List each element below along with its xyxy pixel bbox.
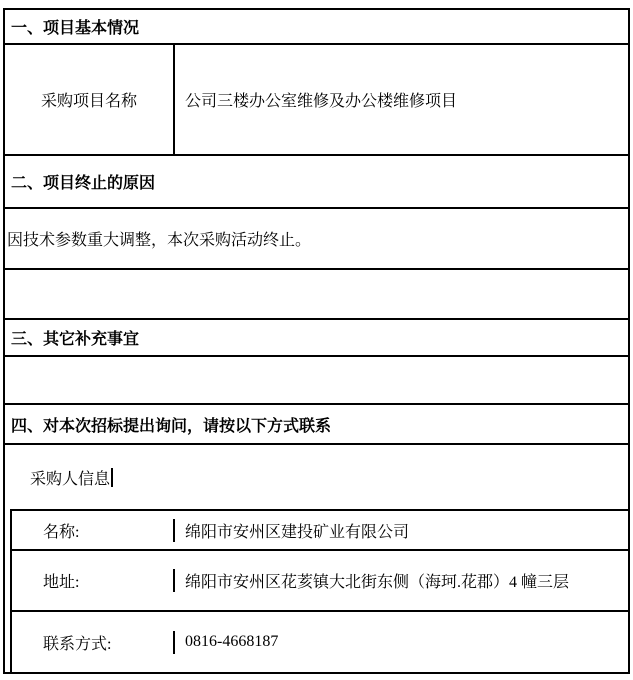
- purchaser-name-value-cell: [175, 519, 628, 542]
- purchaser-contact-value: 0816-4668187: [185, 633, 279, 650]
- text-cursor: [111, 468, 113, 487]
- section-contact-header-row: [5, 405, 628, 445]
- purchaser-name-label: 名称:: [43, 523, 80, 541]
- termination-reason-text: 因技术参数重大调整，本次采购活动终止。: [7, 232, 312, 249]
- section-supplementary-title: 三、其它补充事宜: [11, 329, 140, 348]
- section-supplementary-header-row: [5, 320, 628, 357]
- project-name-value: 公司三楼办公室维修及办公楼维修项目: [185, 93, 458, 110]
- termination-reason-row: [5, 209, 628, 270]
- purchaser-address-label-cell: [12, 569, 175, 592]
- purchaser-address-value: 绵阳市安州区花荄镇大北街东侧（海珂.花郡）4 幢三层: [185, 574, 570, 591]
- purchaser-info-cell[interactable]: [5, 445, 628, 509]
- purchaser-contact-label: 联系方式:: [43, 635, 112, 653]
- purchaser-address-value-cell: [175, 569, 628, 592]
- purchaser-contact-value-cell: [175, 633, 628, 651]
- section-basic-info-header-row: [5, 10, 628, 45]
- section-basic-info-title: 一、项目基本情况: [11, 18, 140, 37]
- purchaser-contact-label-cell: [12, 631, 175, 654]
- purchaser-contact-row: [12, 612, 628, 672]
- purchaser-name-value: 绵阳市安州区建投矿业有限公司: [185, 523, 410, 541]
- project-name-value-cell: [175, 45, 628, 154]
- empty-row-2: [5, 357, 628, 405]
- announcement-table: [3, 8, 630, 674]
- purchaser-address-label: 地址:: [43, 574, 80, 591]
- purchaser-name-row: [12, 511, 628, 551]
- purchaser-info-heading: 采购人信息: [30, 470, 111, 488]
- section-termination-reason-header-row: [5, 156, 628, 209]
- purchaser-address-row: [12, 551, 628, 612]
- section-contact-title: 四、对本次招标提出询问，请按以下方式联系: [11, 415, 332, 435]
- empty-row-1: [5, 270, 628, 320]
- project-name-label-cell: [5, 45, 175, 154]
- project-name-row: [5, 45, 628, 156]
- purchaser-contact-subtable: [10, 509, 628, 672]
- section-termination-reason-title: 二、项目终止的原因: [11, 173, 156, 192]
- project-name-label: 采购项目名称: [40, 93, 137, 110]
- purchaser-name-label-cell: [12, 519, 175, 542]
